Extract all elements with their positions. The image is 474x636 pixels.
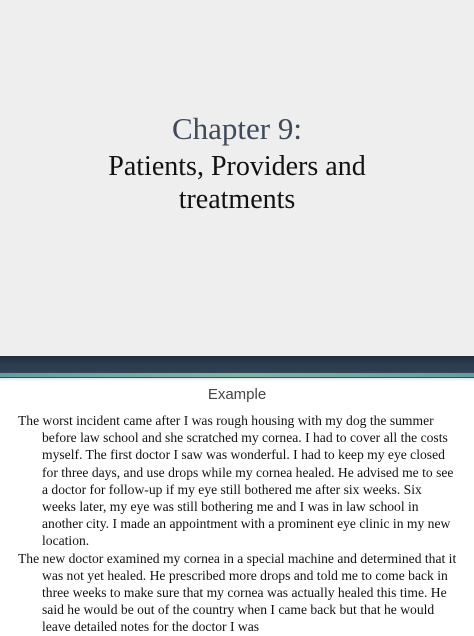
slide-header-shadow	[0, 378, 474, 381]
chapter-subtitle-line-1: Patients, Providers and	[108, 151, 366, 182]
chapter-title: Chapter 9:	[172, 111, 302, 146]
chapter-subtitle	[0, 150, 474, 216]
example-body	[18, 412, 458, 636]
title-block	[0, 110, 474, 216]
chapter-subtitle-line-2: treatments	[178, 184, 296, 215]
example-paragraph-2: The new doctor examined my cornea in a special machine and determined that it was not yet healed. He prescribed more drops and told me to come back in three weeks to make sure that my cornea was actually healed this time. He said he would be out of the country when I came back but that he would leave detailed notes for the doctor I was	[18, 550, 457, 635]
example-paragraph-1: The worst incident came after I was rough housing with my dog the summer before law school and she scratched my cornea. I had to cover all the costs myself. The first doctor I saw was wonderful. I had to keep my eye closed for three days, and use drops while my cornea healed. He advised me to see a doctor for follow-up if my eye still bothered me after six weeks. Six weeks later, my eye was still bothering me and I was in law school in another city. I made an appointment with a prominent eye clinic in my new location.	[18, 413, 454, 549]
slide-header-accent-stripe	[0, 373, 474, 377]
example-heading: Example	[207, 386, 267, 403]
